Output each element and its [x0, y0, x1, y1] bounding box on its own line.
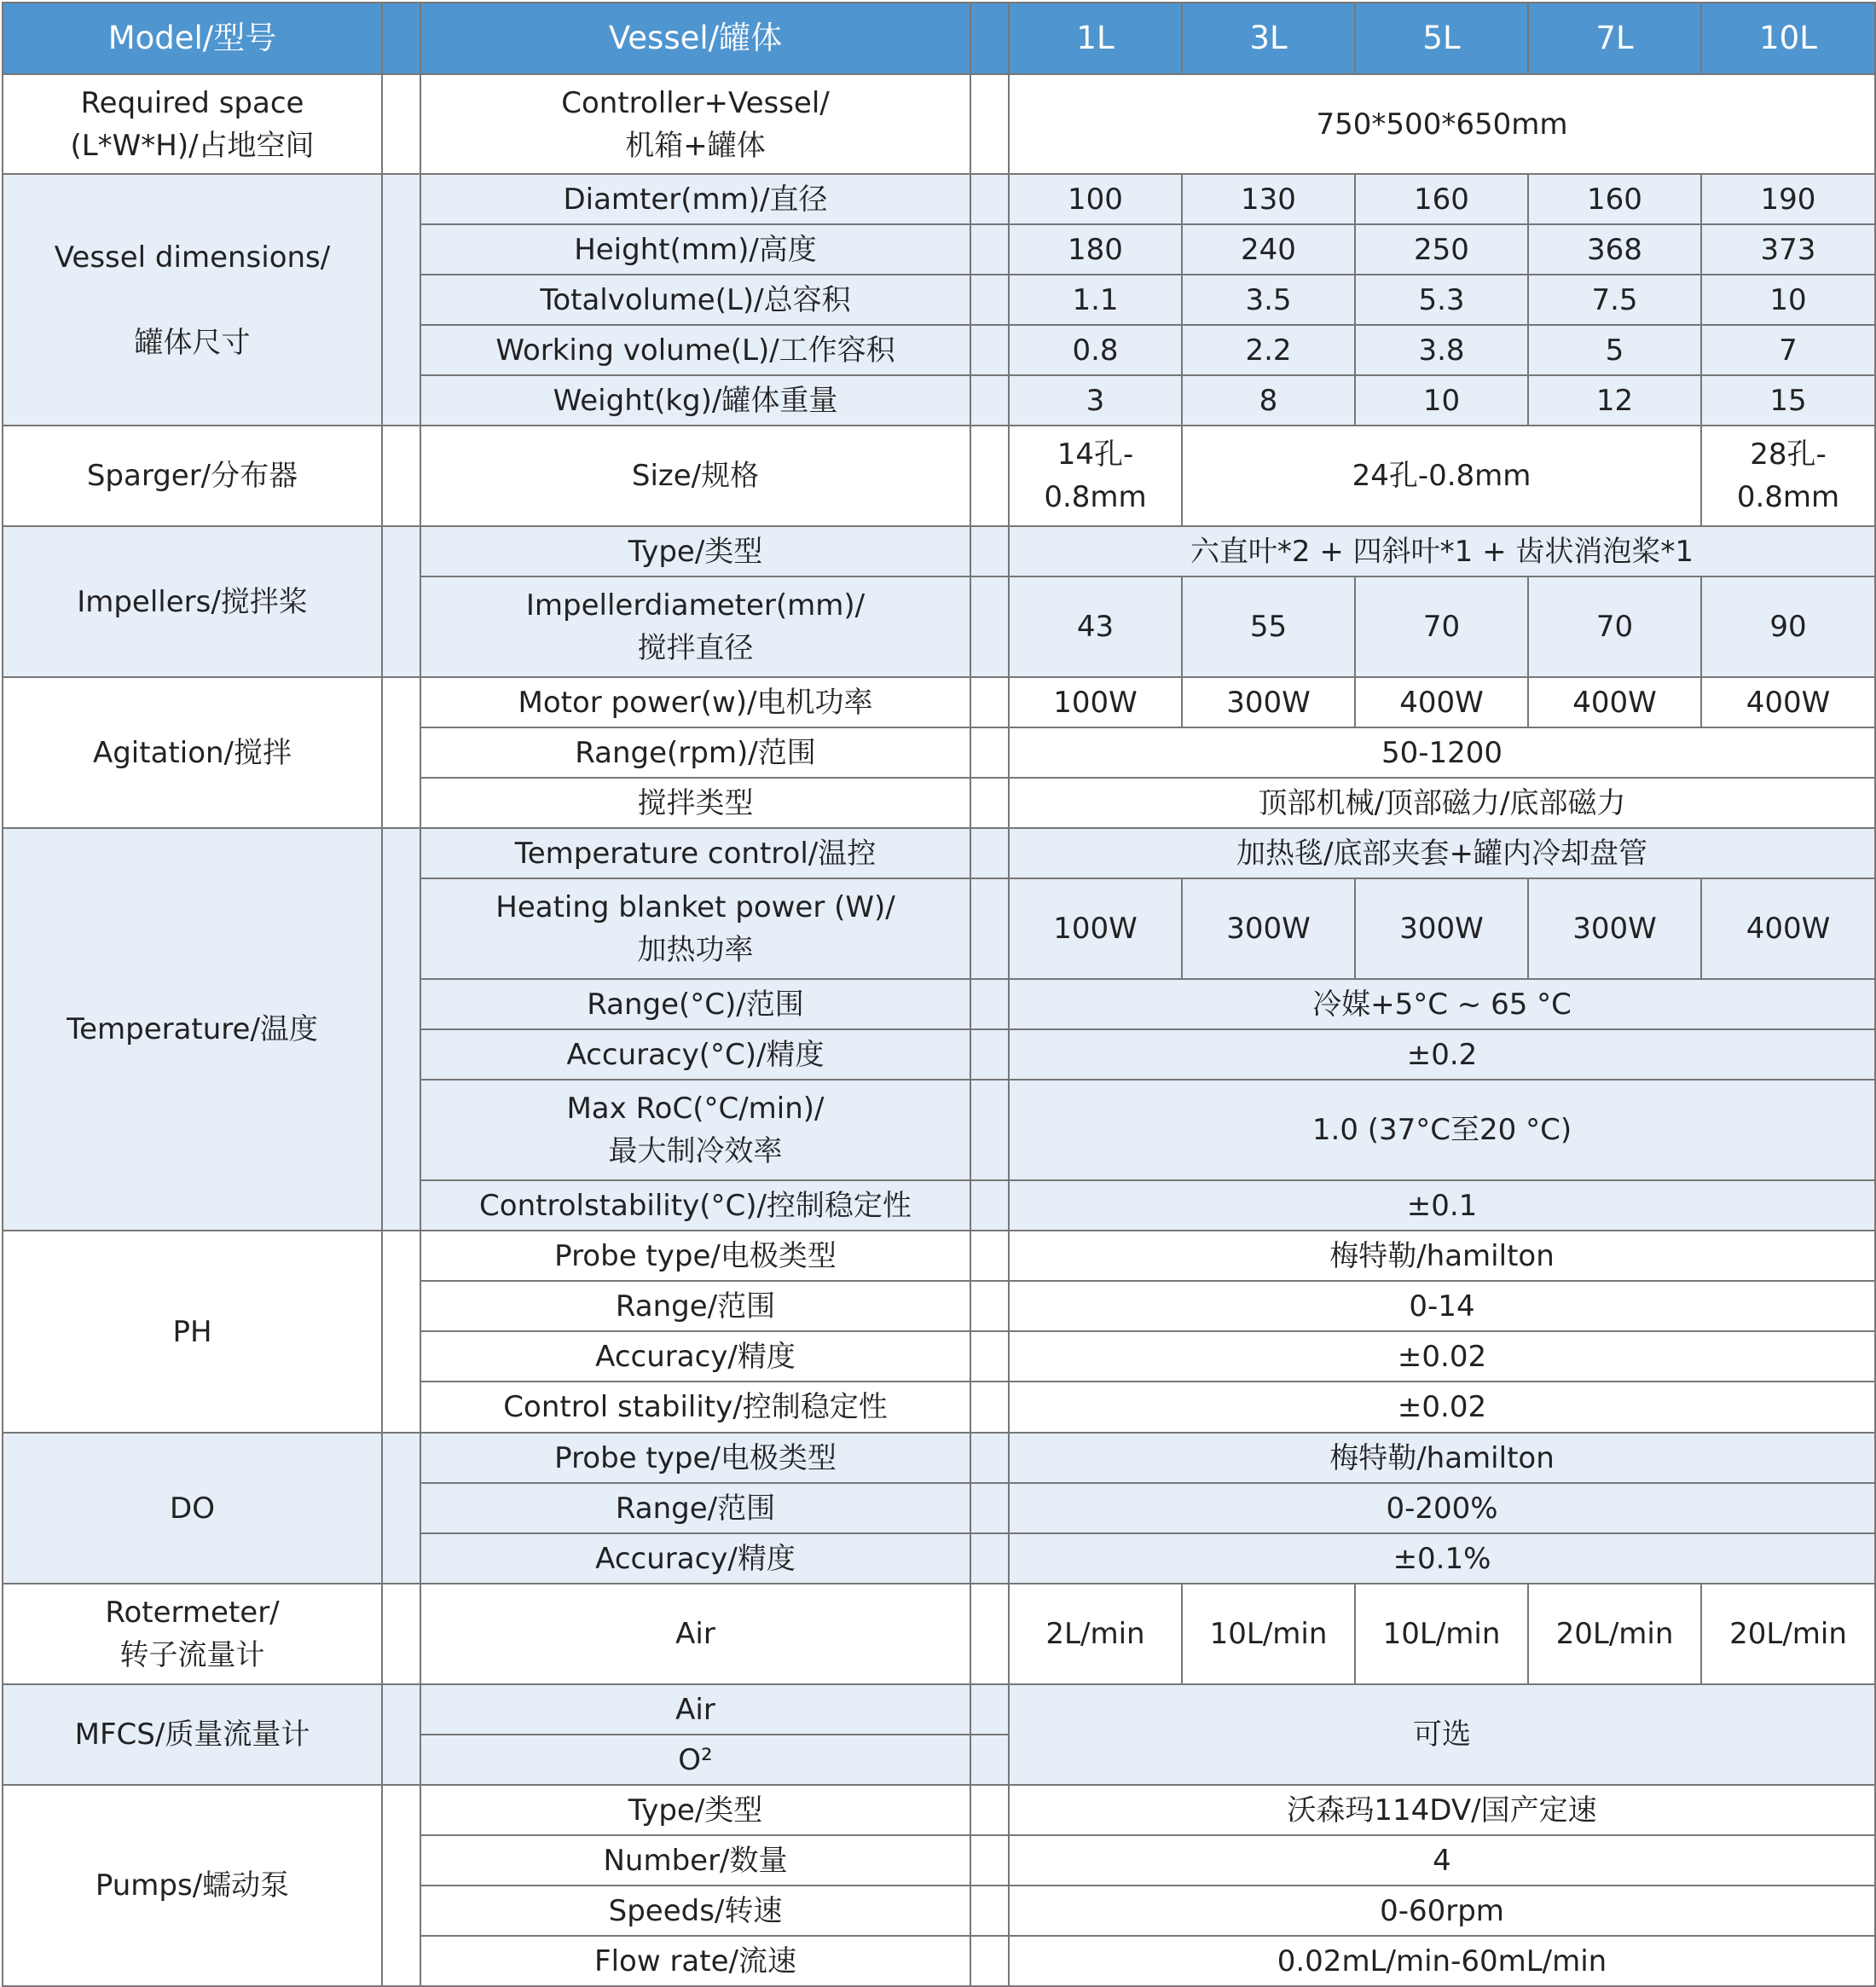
value-cell: 100 [1009, 174, 1182, 224]
value-cell: 130 [1182, 174, 1355, 224]
parameter-label: Accuracy(°C)/精度 [420, 1029, 970, 1080]
value-span-cell: 六直叶*2 + 四斜叶*1 + 齿状消泡桨*1 [1009, 526, 1875, 576]
spacer-cell [382, 1231, 420, 1433]
value-cell: 300W [1355, 878, 1528, 979]
row-group-label: Agitation/搅拌 [3, 677, 382, 828]
spacer-cell [970, 1684, 1009, 1735]
spacer-cell [970, 1886, 1009, 1936]
parameter-label: Totalvolume(L)/总容积 [420, 275, 970, 325]
value-cell: 28孔- 0.8mm [1701, 426, 1875, 526]
table-row [3, 1231, 1875, 1281]
parameter-label: Type/类型 [420, 526, 970, 576]
spacer-cell [970, 1835, 1009, 1886]
parameter-label: Probe type/电极类型 [420, 1433, 970, 1483]
parameter-label: Size/规格 [420, 426, 970, 526]
spacer-cell [382, 828, 420, 1231]
spec-table-body [3, 3, 1875, 1986]
table-row [3, 174, 1875, 224]
value-span-cell: 0-14 [1009, 1281, 1875, 1331]
spacer-cell [970, 1483, 1009, 1533]
header-size-7l: 7L [1528, 3, 1701, 74]
value-cell: 100W [1009, 677, 1182, 727]
spacer-cell [970, 1936, 1009, 1986]
value-cell: 10L/min [1182, 1584, 1355, 1684]
value-cell: 160 [1528, 174, 1701, 224]
value-cell: 15 [1701, 375, 1875, 426]
value-cell: 400W [1528, 677, 1701, 727]
spacer-cell [970, 979, 1009, 1029]
spacer-cell [970, 174, 1009, 224]
parameter-label: Controlstability(°C)/控制稳定性 [420, 1180, 970, 1231]
value-cell: 400W [1355, 677, 1528, 727]
value-span-cell: 梅特勒/hamilton [1009, 1433, 1875, 1483]
spacer-cell [382, 526, 420, 677]
spacer-cell [970, 878, 1009, 979]
spacer-cell [970, 1281, 1009, 1331]
spacer-cell [970, 224, 1009, 275]
value-span-cell: ±0.02 [1009, 1382, 1875, 1433]
value-cell: 190 [1701, 174, 1875, 224]
parameter-label: Flow rate/流速 [420, 1936, 970, 1986]
spacer-cell [970, 1433, 1009, 1483]
parameter-label: Probe type/电极类型 [420, 1231, 970, 1281]
table-row [3, 426, 1875, 526]
parameter-label: Temperature control/温控 [420, 828, 970, 878]
value-cell: 250 [1355, 224, 1528, 275]
row-group-label: DO [3, 1433, 382, 1584]
value-cell: 400W [1701, 878, 1875, 979]
parameter-label: Range(°C)/范围 [420, 979, 970, 1029]
parameter-label: Range/范围 [420, 1483, 970, 1533]
spacer-cell [970, 526, 1009, 576]
row-group-label: PH [3, 1231, 382, 1433]
value-cell: 8 [1182, 375, 1355, 426]
spacer-cell [382, 1584, 420, 1684]
spacer-cell [970, 1080, 1009, 1180]
value-cell: 373 [1701, 224, 1875, 275]
spacer-cell [970, 275, 1009, 325]
value-cell: 3.5 [1182, 275, 1355, 325]
value-span-cell: 冷媒+5°C ~ 65 °C [1009, 979, 1875, 1029]
value-cell: 10 [1701, 275, 1875, 325]
parameter-label: O² [420, 1735, 970, 1785]
value-span-cell: 梅特勒/hamilton [1009, 1231, 1875, 1281]
parameter-label: Number/数量 [420, 1835, 970, 1886]
value-cell: 0.8 [1009, 325, 1182, 375]
parameter-label: Controller+Vessel/ 机箱+罐体 [420, 74, 970, 174]
header-size-5l: 5L [1355, 3, 1528, 74]
value-span-cell: ±0.02 [1009, 1331, 1875, 1382]
table-row [3, 1684, 1875, 1735]
header-row [3, 3, 1875, 74]
spacer-cell [970, 1533, 1009, 1584]
spacer-cell [970, 426, 1009, 526]
value-cell: 3 [1009, 375, 1182, 426]
value-cell: 2.2 [1182, 325, 1355, 375]
value-span-cell: 0.02mL/min-60mL/min [1009, 1936, 1875, 1986]
value-span-cell: 沃森玛114DV/国产定速 [1009, 1785, 1875, 1835]
table-row [3, 1584, 1875, 1684]
spacer-cell [970, 1331, 1009, 1382]
header-vessel: Vessel/罐体 [420, 3, 970, 74]
row-group-label: Rotermeter/ 转子流量计 [3, 1584, 382, 1684]
value-cell: 7 [1701, 325, 1875, 375]
header-size-10l: 10L [1701, 3, 1875, 74]
spacer-cell [970, 1735, 1009, 1785]
value-span-cell: 可选 [1009, 1684, 1875, 1785]
value-span-cell: 0-200% [1009, 1483, 1875, 1533]
value-cell: 1.1 [1009, 275, 1182, 325]
header-spacer [382, 3, 420, 74]
spacer-cell [382, 174, 420, 426]
parameter-label: Impellerdiameter(mm)/ 搅拌直径 [420, 576, 970, 677]
row-group-label: MFCS/质量流量计 [3, 1684, 382, 1785]
value-cell: 160 [1355, 174, 1528, 224]
spacer-cell [970, 576, 1009, 677]
row-group-label: Required space (L*W*H)/占地空间 [3, 74, 382, 174]
table-row [3, 1433, 1875, 1483]
parameter-label: Diamter(mm)/直径 [420, 174, 970, 224]
spacer-cell [382, 74, 420, 174]
table-row [3, 1785, 1875, 1835]
value-cell: 55 [1182, 576, 1355, 677]
spacer-cell [970, 1382, 1009, 1433]
value-cell: 300W [1528, 878, 1701, 979]
value-cell: 180 [1009, 224, 1182, 275]
value-cell: 24孔-0.8mm [1182, 426, 1701, 526]
parameter-label: Motor power(w)/电机功率 [420, 677, 970, 727]
parameter-label: Range(rpm)/范围 [420, 727, 970, 778]
value-cell: 12 [1528, 375, 1701, 426]
value-cell: 3.8 [1355, 325, 1528, 375]
value-cell: 20L/min [1528, 1584, 1701, 1684]
parameter-label: Working volume(L)/工作容积 [420, 325, 970, 375]
parameter-label: Max RoC(°C/min)/ 最大制冷效率 [420, 1080, 970, 1180]
value-span-cell: 加热毯/底部夹套+罐内冷却盘管 [1009, 828, 1875, 878]
value-cell: 14孔- 0.8mm [1009, 426, 1182, 526]
header-size-1l: 1L [1009, 3, 1182, 74]
spacer-cell [382, 426, 420, 526]
spacer-cell [970, 1231, 1009, 1281]
value-cell: 10 [1355, 375, 1528, 426]
spacer-cell [970, 727, 1009, 778]
spacer-cell [382, 1785, 420, 1986]
value-cell: 90 [1701, 576, 1875, 677]
table-row [3, 526, 1875, 576]
parameter-label: 搅拌类型 [420, 778, 970, 828]
spacer-cell [970, 375, 1009, 426]
value-cell: 368 [1528, 224, 1701, 275]
spacer-cell [970, 325, 1009, 375]
value-span-cell: 1.0 (37°C至20 °C) [1009, 1080, 1875, 1180]
header-spacer [970, 3, 1009, 74]
value-cell: 2L/min [1009, 1584, 1182, 1684]
spacer-cell [382, 677, 420, 828]
parameter-label: Air [420, 1584, 970, 1684]
parameter-label: Weight(kg)/罐体重量 [420, 375, 970, 426]
value-span-cell: 4 [1009, 1835, 1875, 1886]
parameter-label: Range/范围 [420, 1281, 970, 1331]
value-cell: 300W [1182, 878, 1355, 979]
parameter-label: Heating blanket power (W)/ 加热功率 [420, 878, 970, 979]
value-cell: 5.3 [1355, 275, 1528, 325]
spacer-cell [970, 1584, 1009, 1684]
table-row [3, 677, 1875, 727]
value-span-cell: ±0.1 [1009, 1180, 1875, 1231]
spacer-cell [382, 1684, 420, 1785]
value-cell: 43 [1009, 576, 1182, 677]
row-group-label: Impellers/搅拌桨 [3, 526, 382, 677]
spacer-cell [970, 1029, 1009, 1080]
value-span-cell: ±0.2 [1009, 1029, 1875, 1080]
header-model: Model/型号 [3, 3, 382, 74]
value-cell: 5 [1528, 325, 1701, 375]
parameter-label: Speeds/转速 [420, 1886, 970, 1936]
value-span-cell: ±0.1% [1009, 1533, 1875, 1584]
value-span-cell: 顶部机械/顶部磁力/底部磁力 [1009, 778, 1875, 828]
parameter-label: Accuracy/精度 [420, 1331, 970, 1382]
table-row [3, 74, 1875, 174]
value-cell: 400W [1701, 677, 1875, 727]
spacer-cell [970, 677, 1009, 727]
value-cell: 70 [1528, 576, 1701, 677]
spacer-cell [382, 1433, 420, 1584]
value-span-cell: 50-1200 [1009, 727, 1875, 778]
parameter-label: Accuracy/精度 [420, 1533, 970, 1584]
spacer-cell [970, 1785, 1009, 1835]
value-cell: 7.5 [1528, 275, 1701, 325]
parameter-label: Height(mm)/高度 [420, 224, 970, 275]
spacer-cell [970, 828, 1009, 878]
spacer-cell [970, 778, 1009, 828]
parameter-label: Control stability/控制稳定性 [420, 1382, 970, 1433]
parameter-label: Air [420, 1684, 970, 1735]
spacer-cell [970, 1180, 1009, 1231]
value-cell: 300W [1182, 677, 1355, 727]
spec-table [2, 2, 1876, 1987]
value-cell: 10L/min [1355, 1584, 1528, 1684]
header-size-3l: 3L [1182, 3, 1355, 74]
value-span-cell: 750*500*650mm [1009, 74, 1875, 174]
row-group-label: Vessel dimensions/ 罐体尺寸 [3, 174, 382, 426]
value-cell: 20L/min [1701, 1584, 1875, 1684]
table-row [3, 828, 1875, 878]
value-cell: 70 [1355, 576, 1528, 677]
row-group-label: Temperature/温度 [3, 828, 382, 1231]
row-group-label: Pumps/蠕动泵 [3, 1785, 382, 1986]
value-cell: 240 [1182, 224, 1355, 275]
spacer-cell [970, 74, 1009, 174]
value-cell: 100W [1009, 878, 1182, 979]
parameter-label: Type/类型 [420, 1785, 970, 1835]
row-group-label: Sparger/分布器 [3, 426, 382, 526]
value-span-cell: 0-60rpm [1009, 1886, 1875, 1936]
